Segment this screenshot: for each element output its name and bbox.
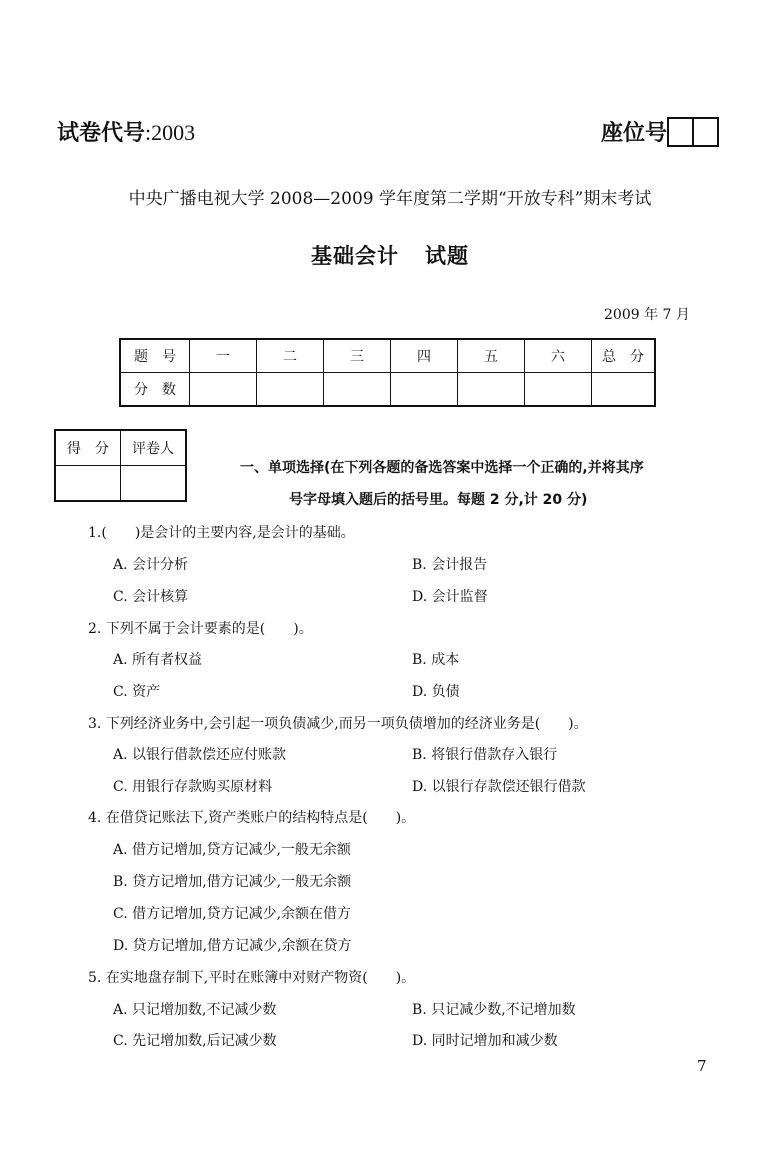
question-4-option-d: D. 贷方记增加,借方记减少,余额在贷方 (113, 938, 352, 954)
grader-name-blank[interactable] (121, 466, 187, 502)
question-4-option-a: A. 借方记增加,贷方记减少,一般无余额 (113, 842, 351, 858)
paper-code-label: 试卷代号 (57, 121, 146, 146)
question-2-option-d: D. 负债 (412, 684, 460, 700)
score-table-header-row (120, 339, 655, 373)
score-cell-q1: 一 (190, 339, 257, 373)
score-cell-q6: 六 (525, 339, 592, 373)
section-heading-line2: 号字母填入题后的括号里。每题 2 分,计 20 分) (289, 492, 588, 508)
score-cell-total: 总 分 (592, 339, 656, 373)
question-5-stem: 5. 在实地盘存制下,平时在账簿中对财产物资( )。 (88, 970, 416, 986)
question-5-option-b: B. 只记减少数,不记增加数 (412, 1002, 576, 1018)
title-suffix: 试题 (425, 244, 469, 268)
question-5-option-a: A. 只记增加数,不记减少数 (113, 1002, 277, 1018)
question-2-option-c: C. 资产 (113, 684, 161, 700)
question-3-option-a: A. 以银行借款偿还应付账款 (113, 747, 287, 763)
score-blank-2[interactable] (257, 373, 324, 407)
score-cell-q5: 五 (458, 339, 525, 373)
seat-box-2 (694, 117, 719, 147)
question-2-option-b: B. 成本 (412, 652, 460, 668)
seat-number (601, 116, 719, 147)
question-1-option-a: A. 会计分析 (113, 557, 189, 573)
seat-label: 座位号 (601, 121, 668, 146)
exam-title (0, 240, 780, 270)
score-blank-4[interactable] (391, 373, 458, 407)
grader-table-header-row (55, 430, 186, 466)
question-1-option-c: C. 会计核算 (113, 589, 189, 605)
seat-box-1 (667, 117, 694, 147)
grader-score-label: 得 分 (55, 430, 121, 466)
question-5-option-c: C. 先记增加数,后记减少数 (113, 1033, 277, 1049)
score-table-score-row (120, 373, 655, 407)
question-3-option-c: C. 用银行存款购买原材料 (113, 779, 273, 795)
score-cell-label: 题 号 (120, 339, 190, 373)
question-1-stem: 1.( )是会计的主要内容,是会计的基础。 (88, 525, 355, 541)
question-2-stem: 2. 下列不属于会计要素的是( )。 (88, 621, 313, 637)
page-number: 7 (697, 1057, 707, 1075)
title-subject: 基础会计 (311, 244, 399, 268)
grader-name-label: 评卷人 (121, 430, 187, 466)
exam-date: 2009 年 7 月 (604, 307, 690, 323)
score-cell-q3: 三 (324, 339, 391, 373)
university-line: 中央广播电视大学 2008—2009 学年度第二学期“开放专科”期末考试 (128, 189, 652, 209)
question-2-option-a: A. 所有者权益 (113, 652, 203, 668)
question-4-option-c: C. 借方记增加,贷方记减少,余额在借方 (113, 906, 352, 922)
question-3-option-d: D. 以银行存款偿还银行借款 (412, 779, 586, 795)
question-4-option-b: B. 贷方记增加,借方记减少,一般无余额 (113, 874, 352, 890)
grader-table-blank-row (55, 466, 186, 502)
question-1-option-b: B. 会计报告 (412, 557, 488, 573)
question-4-stem: 4. 在借贷记账法下,资产类账户的结构特点是( )。 (88, 810, 416, 826)
grader-table (54, 429, 187, 502)
grader-score-blank[interactable] (55, 466, 121, 502)
score-blank-3[interactable] (324, 373, 391, 407)
paper-code-value: :2003 (145, 120, 196, 145)
question-1-option-d: D. 会计监督 (412, 589, 488, 605)
score-blank-5[interactable] (458, 373, 525, 407)
section-heading-line1: 一、单项选择(在下列各题的备选答案中选择一个正确的,并将其序 (240, 460, 644, 476)
question-3-stem: 3. 下列经济业务中,会引起一项负债减少,而另一项负债增加的经济业务是( )。 (88, 716, 588, 732)
score-blank-total[interactable] (592, 373, 656, 407)
score-row-label: 分 数 (120, 373, 190, 407)
score-blank-6[interactable] (525, 373, 592, 407)
score-blank-1[interactable] (190, 373, 257, 407)
score-cell-q2: 二 (257, 339, 324, 373)
question-5-option-d: D. 同时记增加和减少数 (412, 1033, 558, 1049)
paper-code (57, 116, 195, 147)
question-3-option-b: B. 将银行借款存入银行 (412, 747, 558, 763)
score-cell-q4: 四 (391, 339, 458, 373)
score-table (119, 338, 656, 407)
